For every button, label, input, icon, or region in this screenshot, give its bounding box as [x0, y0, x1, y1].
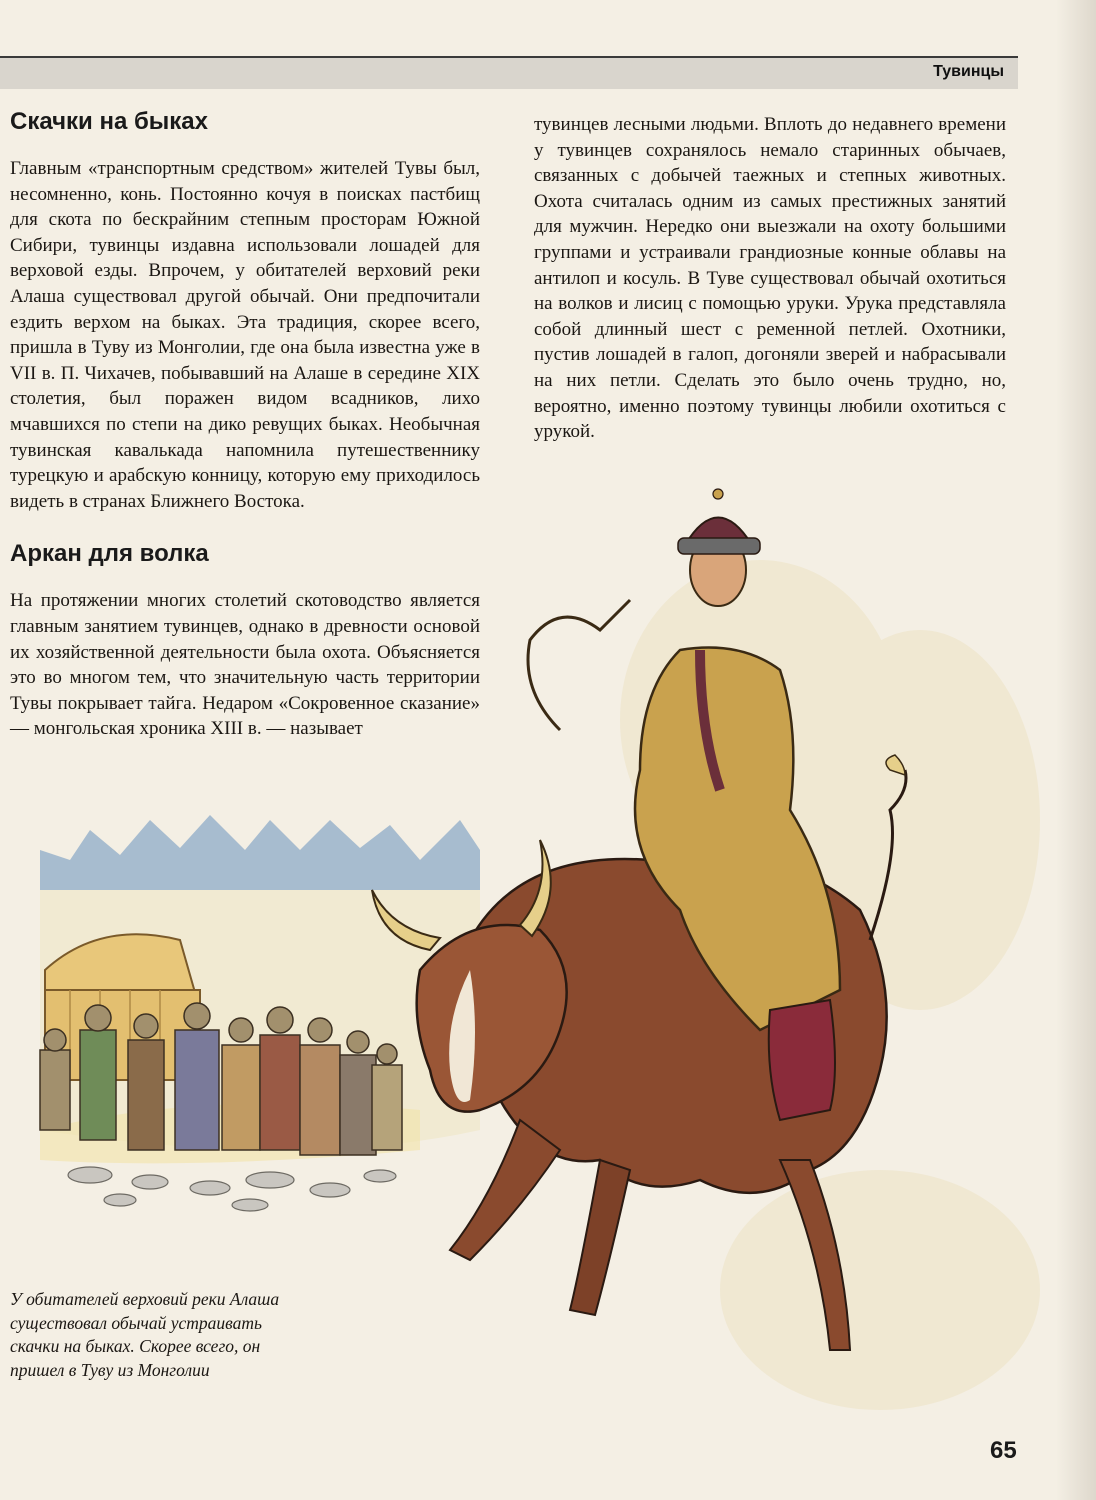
- bull-front-leg: [450, 1120, 560, 1260]
- section-heading-wolf-lasso: Аркан для волка: [10, 540, 209, 568]
- section-text-wolf-lasso: На протяжении многих столетий скотоводство является главным занятием тувинцев, однако в древности основой их хозяйственной деятельности была охота. Объясняется это во многом тем, что значительную часть территории Тувы покрывает тайга. Недаром «Сокровенное сказание» — монгольская хроника XIII в. — называет: [10, 590, 480, 740]
- right-column-text: тувинцев лесными людьми. Вплоть до недавнего времени у тувинцев сохранялось немало старинных обычаев, связанных с добычей таежных и степных животных. Охота считалась одним из самых престижных занятий для мужчин. Нередко они выезжали на охоту большими группами и устраивали грандиозные конные облавы на антилоп и косуль. В Туве существовал обычай охотиться на волков и лисиц с помощью уруки. Урука представляла собой длинный шест с ременной петлей. Охотники, пустив лошадей в галоп, догоняли зверей и набрасывали на них петли. Сделать это было очень трудно, но, вероятно, именно поэтому тувинцы любили охотиться с урукой.: [534, 114, 1006, 443]
- running-header-title: Тувинцы: [933, 63, 1004, 80]
- section-heading-bull-racing: Скачки на быках: [10, 108, 208, 135]
- winter-landscape-scene: [40, 815, 480, 1211]
- section-text-bull-racing: Главным «транспортным средством» жителей Тувы был, несомненно, конь. Постоянно кочуя в поисках пастбищ для скота по бескрайним степным просторам Южной Сибири, тувинцы издавна использовали лошадей для верховой езды. Впрочем, у обитателей верховий реки Алаша существовал другой обычай. Они предпочитали ездить верхом на быках. Эта традиция, скорее всего, пришла в Туву из Монголии, где она была известна уже в VII в. П. Чихачев, побывавший на Алаше в середине XIX столетия, был поражен видом всадников, лихо мчавшихся по степи на дико ревущих быках. Необычная тувинская кавалькада напомнила путешественнику турецкую и арабскую конницу, которую ему приходилось видеть в странах Ближнего Востока.: [10, 158, 480, 512]
- page-number: 65: [990, 1437, 1017, 1464]
- whip: [528, 600, 630, 730]
- illustration-caption: У обитателей верховий реки Алаша существовал обычай устраивать скачки на быках. Скорее всего, он пришел в Туву из Монголии: [10, 1289, 280, 1380]
- running-header: [0, 56, 1018, 89]
- rider-boot: [769, 1000, 835, 1120]
- right-column: [534, 112, 1006, 445]
- stones: [68, 1167, 396, 1211]
